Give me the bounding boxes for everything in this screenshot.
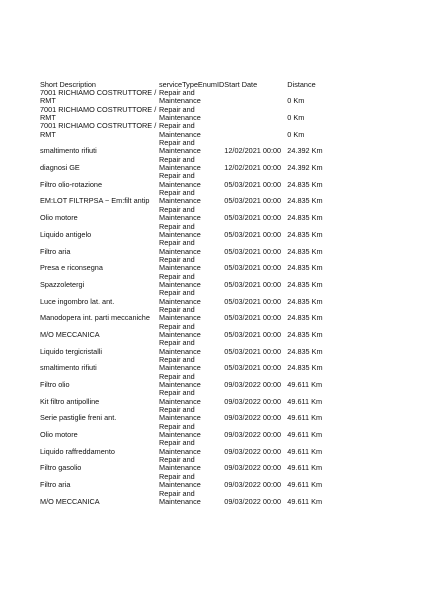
cell-service-type: Repair and Maintenance bbox=[159, 204, 201, 223]
cell-start-date: 05/03/2021 00:00 bbox=[224, 346, 282, 356]
table-row bbox=[40, 89, 347, 106]
table-row bbox=[40, 406, 347, 423]
column-header-start-date: Start Date bbox=[224, 79, 258, 89]
cell-service-type: Repair and Maintenance bbox=[159, 288, 201, 306]
cell-start-date: 12/02/2021 00:00 bbox=[224, 146, 282, 156]
cell-start-date: 05/03/2021 00:00 bbox=[224, 246, 282, 256]
table-row bbox=[40, 189, 347, 206]
cell-distance: 24.835 Km bbox=[287, 213, 323, 223]
service-history-table bbox=[40, 80, 347, 506]
cell-service-type: Repair and Maintenance bbox=[159, 304, 201, 323]
cell-distance: 49.611 Km bbox=[287, 480, 323, 490]
cell-start-date: 05/03/2021 00:00 bbox=[224, 279, 282, 289]
cell-start-date: 09/03/2022 00:00 bbox=[224, 480, 282, 490]
cell-distance: 24.835 Km bbox=[287, 363, 323, 373]
cell-description: Filtro gasolio bbox=[40, 463, 82, 473]
cell-distance: 0 Km bbox=[287, 129, 305, 139]
cell-distance: 24.835 Km bbox=[287, 229, 323, 239]
column-header-distance: Distance bbox=[287, 79, 316, 89]
cell-description: 7001 RICHIAMO COSTRUTTORE / RMT bbox=[40, 121, 157, 139]
table-row bbox=[40, 223, 347, 240]
cell-start-date: 09/03/2022 00:00 bbox=[224, 396, 282, 406]
cell-distance: 24.835 Km bbox=[287, 329, 323, 339]
cell-description: Presa e riconsegna bbox=[40, 263, 103, 273]
table-row bbox=[40, 490, 347, 507]
cell-start-date: 09/03/2022 00:00 bbox=[224, 463, 282, 473]
cell-service-type: Repair and Maintenance bbox=[159, 438, 201, 456]
table-row bbox=[40, 206, 347, 223]
cell-distance: 49.611 Km bbox=[287, 380, 323, 390]
cell-description: Luce ingombro lat. ant. bbox=[40, 296, 115, 306]
table-row bbox=[40, 289, 347, 306]
table-row bbox=[40, 373, 347, 390]
cell-distance: 49.611 Km bbox=[287, 430, 323, 440]
cell-distance: 24.835 Km bbox=[287, 346, 323, 356]
cell-distance: 24.835 Km bbox=[287, 196, 323, 206]
cell-service-type: Repair and Maintenance bbox=[159, 338, 201, 356]
cell-description: M/O MECCANICA bbox=[40, 329, 100, 339]
cell-description: Olio motore bbox=[40, 213, 78, 223]
cell-distance: 24.835 Km bbox=[287, 179, 323, 189]
cell-service-type: Repair and Maintenance bbox=[159, 455, 201, 473]
cell-description: 7001 RICHIAMO COSTRUTTORE / RMT bbox=[40, 88, 157, 106]
cell-start-date: 05/03/2021 00:00 bbox=[224, 229, 282, 239]
cell-service-type: Repair and Maintenance bbox=[159, 138, 201, 156]
cell-description: diagnosi GE bbox=[40, 163, 80, 173]
cell-description: EM:LOT FILTRPSA ~ Em:filt antip bbox=[40, 196, 150, 206]
cell-description: Filtro olio bbox=[40, 380, 70, 390]
cell-distance: 24.835 Km bbox=[287, 279, 323, 289]
table-row bbox=[40, 306, 347, 323]
cell-description: Olio motore bbox=[40, 430, 78, 440]
cell-start-date bbox=[224, 89, 287, 106]
table-row bbox=[40, 339, 347, 356]
table-row bbox=[40, 389, 347, 406]
cell-distance: 49.611 Km bbox=[287, 463, 323, 473]
cell-start-date: 05/03/2021 00:00 bbox=[224, 263, 282, 273]
cell-service-type: Repair and Maintenance bbox=[159, 271, 201, 289]
cell-start-date: 09/03/2022 00:00 bbox=[224, 496, 282, 506]
cell-service-type: Repair and Maintenance bbox=[159, 171, 201, 189]
cell-description: 7001 RICHIAMO COSTRUTTORE / RMT bbox=[40, 104, 157, 123]
table-row bbox=[40, 423, 347, 440]
cell-service-type: Repair and Maintenance bbox=[159, 355, 201, 373]
table-row bbox=[40, 122, 347, 139]
table-row bbox=[40, 172, 347, 189]
cell-start-date: 09/03/2022 00:00 bbox=[224, 380, 282, 390]
cell-distance: 49.611 Km bbox=[287, 496, 323, 506]
cell-service-type: Repair and Maintenance bbox=[159, 221, 201, 239]
cell-distance: 49.611 Km bbox=[287, 446, 323, 456]
cell-description: Kit filtro antipolline bbox=[40, 396, 100, 406]
cell-description: smaltimento rifiuti bbox=[40, 146, 97, 156]
table-row bbox=[40, 356, 347, 373]
cell-start-date: 05/03/2021 00:00 bbox=[224, 179, 282, 189]
cell-description: Filtro olio-rotazione bbox=[40, 179, 103, 189]
cell-description: Filtro aria bbox=[40, 480, 71, 490]
cell-distance: 49.611 Km bbox=[287, 413, 323, 423]
cell-start-date: 12/02/2021 00:00 bbox=[224, 163, 282, 173]
cell-service-type: Repair and Maintenance bbox=[159, 88, 201, 106]
table-row bbox=[40, 106, 347, 123]
cell-service-type: Repair and Maintenance bbox=[159, 405, 201, 423]
cell-description: Filtro aria bbox=[40, 246, 71, 256]
cell-start-date: 09/03/2022 00:00 bbox=[224, 430, 282, 440]
cell-service-type: Repair and Maintenance bbox=[159, 471, 201, 490]
cell-description: smaltimento rifiuti bbox=[40, 363, 97, 373]
cell-description: Serie pastiglie freni ant. bbox=[40, 413, 117, 423]
table-row bbox=[40, 273, 347, 290]
table-row bbox=[40, 473, 347, 490]
table-row bbox=[40, 239, 347, 256]
cell-start-date: 05/03/2021 00:00 bbox=[224, 196, 282, 206]
cell-distance: 24.392 Km bbox=[287, 146, 323, 156]
table-row bbox=[40, 439, 347, 456]
table-row bbox=[40, 256, 347, 273]
cell-distance: 24.392 Km bbox=[287, 163, 323, 173]
cell-start-date: 09/03/2022 00:00 bbox=[224, 413, 282, 423]
cell-distance: 49.611 Km bbox=[287, 396, 323, 406]
cell-service-type: Repair and Maintenance bbox=[159, 188, 201, 206]
column-header-description: Short Description bbox=[40, 79, 96, 89]
cell-distance: 24.835 Km bbox=[287, 263, 323, 273]
cell-start-date: 05/03/2021 00:00 bbox=[224, 213, 282, 223]
cell-service-type: Repair and Maintenance bbox=[159, 421, 201, 440]
cell-service-type: Repair and Maintenance bbox=[159, 371, 201, 390]
table-row bbox=[40, 139, 347, 156]
cell-service-type: Repair and Maintenance bbox=[159, 388, 201, 406]
cell-service-type: Repair and Maintenance bbox=[159, 321, 201, 339]
cell-description: Spazzoletergi bbox=[40, 279, 85, 289]
cell-start-date: 05/03/2021 00:00 bbox=[224, 329, 282, 339]
cell-description: Manodopera int. parti meccaniche bbox=[40, 313, 150, 323]
cell-start-date: 05/03/2021 00:00 bbox=[224, 313, 282, 323]
cell-service-type: Repair and Maintenance bbox=[159, 238, 201, 256]
cell-description: Liquido tergicristalli bbox=[40, 346, 103, 356]
cell-description: Liquido raffreddamento bbox=[40, 446, 115, 456]
cell-distance: 0 Km bbox=[287, 113, 305, 123]
cell-start-date bbox=[224, 122, 287, 139]
cell-distance: 0 Km bbox=[287, 96, 305, 106]
cell-service-type: Repair and Maintenance bbox=[159, 254, 201, 273]
cell-description: Liquido antigelo bbox=[40, 229, 92, 239]
cell-service-type: Repair and Maintenance bbox=[159, 488, 201, 506]
column-header-service-type: serviceTypeEnumID bbox=[159, 79, 225, 89]
cell-distance: 24.835 Km bbox=[287, 313, 323, 323]
table-row bbox=[40, 456, 347, 473]
cell-service-type: Repair and Maintenance bbox=[159, 121, 201, 139]
table-body bbox=[40, 89, 347, 506]
cell-start-date: 05/03/2021 00:00 bbox=[224, 296, 282, 306]
cell-service-type: Repair and Maintenance bbox=[159, 104, 201, 123]
table-row bbox=[40, 156, 347, 173]
cell-start-date: 09/03/2022 00:00 bbox=[224, 446, 282, 456]
cell-start-date bbox=[224, 106, 287, 123]
cell-service-type: Repair and Maintenance bbox=[159, 154, 201, 173]
cell-distance: 24.835 Km bbox=[287, 246, 323, 256]
cell-start-date: 05/03/2021 00:00 bbox=[224, 363, 282, 373]
cell-description: M/O MECCANICA bbox=[40, 496, 100, 506]
cell-distance: 24.835 Km bbox=[287, 296, 323, 306]
table-row bbox=[40, 323, 347, 340]
